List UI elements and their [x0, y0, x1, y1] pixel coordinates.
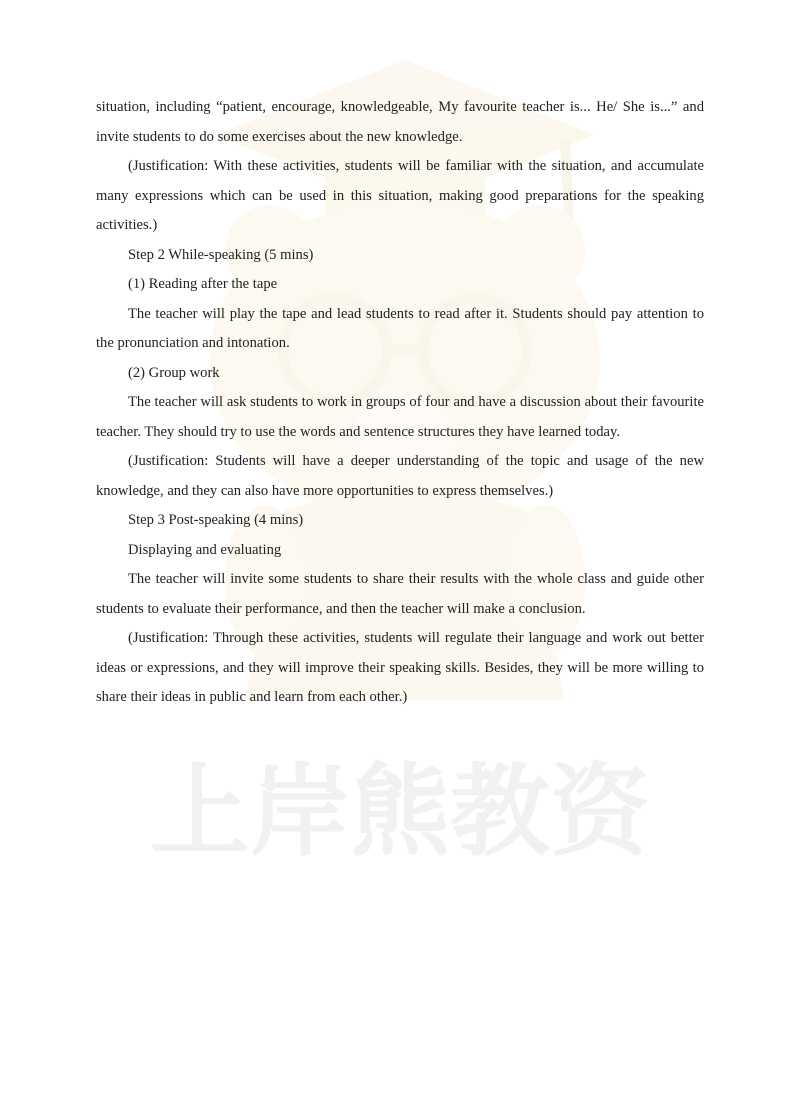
- paragraph: situation, including “patient, encourage, knowledgeable, My favourite teacher is... He/ She is...” and invite students to do some exercises about the new knowledge.: [96, 99, 704, 145]
- justification-paragraph: (Justification: Students will have a deeper understanding of the topic and usage of the new knowledge, and they can also have more opportunities to express themselves.): [96, 453, 704, 499]
- document-body: [96, 93, 704, 713]
- watermark-text: 上岸熊教资: [150, 753, 650, 870]
- sub-step-heading: (1) Reading after the tape: [128, 276, 278, 292]
- paragraph: The teacher will play the tape and lead students to read after it. Students should pay attention to the pronunciation and intonation.: [96, 305, 704, 351]
- paragraph: The teacher will ask students to work in groups of four and have a discussion about their favourite teacher. They should try to use the words and sentence structures they have learned today.: [96, 394, 704, 440]
- justification-paragraph: (Justification: With these activities, students will be familiar with the situation, and accumulate many expressions which can be used in this situation, making good preparations for the speaking activities.): [96, 158, 704, 233]
- step-heading: Step 2 While-speaking (5 mins): [128, 246, 314, 263]
- sub-step-heading: (2) Group work: [128, 364, 220, 381]
- step-heading: Step 3 Post-speaking (4 mins): [128, 512, 304, 528]
- justification-paragraph: (Justification: Through these activities, students will regulate their language and work out better ideas or expressions, and they will improve their speaking skills. Besides, they will be more willing to share their ideas in public and learn from each other.): [96, 630, 704, 705]
- paragraph: The teacher will invite some students to share their results with the whole class and guide other students to evaluate their performance, and then the teacher will make a conclusion.: [96, 571, 704, 617]
- sub-step-heading: Displaying and evaluating: [128, 541, 282, 558]
